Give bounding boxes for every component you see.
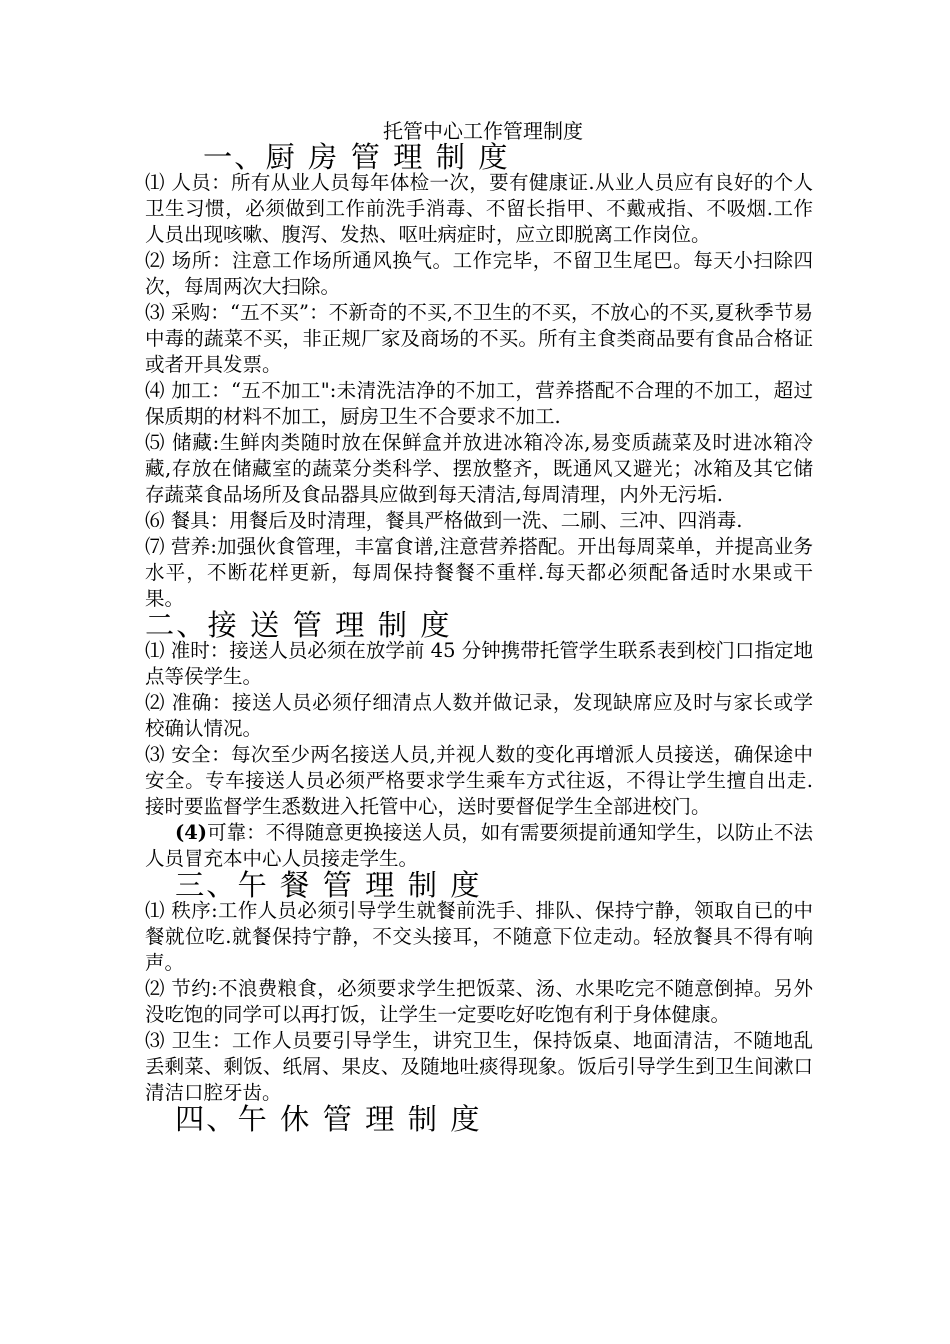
kitchen-item-3: ⑶ 采购：“五不买”：不新奇的不买,不卫生的不买，不放心的不买,夏秋季节易中毒的蔬菜不买，非正规厂家及商场的不买。所有主食类商品要有食品合格证或者开具发票。	[145, 301, 813, 376]
lunch-item-2: ⑵ 节约:不浪费粮食，必须要求学生把饭菜、汤、水果吃完不随意倒掉。另外没吃饱的同学可以再打饭，让学生一定要吃好吃饱有利于身体健康。	[145, 977, 813, 1026]
section-heading-nap: 四、午 休 管 理 制 度	[175, 1102, 482, 1136]
lunch-item-1: ⑴ 秩序:工作人员必须引导学生就餐前洗手、排队、保持宁静，领取自已的中餐就位吃.就餐保持宁静，不交头接耳，不随意下位走动。轻放餐具不得有响声。	[145, 899, 813, 974]
pickup-item-1: ⑴ 准时：接送人员必须在放学前 45 分钟携带托管学生联系表到校门口指定地点等侯学生。	[145, 639, 813, 688]
kitchen-item-2: ⑵ 场所：注意工作场所通风换气。工作完毕，不留卫生尾巴。每天小扫除四次，每周两次大扫除。	[145, 249, 813, 298]
kitchen-item-4: ⑷ 加工：“五不加工":未清洗洁净的不加工，营养搭配不合理的不加工，超过保质期的材料不加工，厨房卫生不合要求不加工.	[145, 379, 813, 428]
kitchen-item-6: ⑹ 餐具：用餐后及时清理，餐具严格做到一洗、二刷、三冲、四消毒.	[145, 509, 743, 532]
kitchen-item-5: ⑸ 储藏:生鲜肉类随时放在保鲜盒并放进冰箱冷冻,易变质蔬菜及时进冰箱冷藏,存放在储藏室的蔬菜分类科学、摆放整齐，既通风又避光；冰箱及其它储存蔬菜食品场所及食品器具应做到每天清洁,每周清理，内外无污垢.	[145, 431, 813, 506]
section-heading-lunch: 三、午 餐 管 理 制 度	[175, 868, 482, 902]
kitchen-item-1: ⑴ 人员：所有从业人员每年体检一次，要有健康证.从业人员应有良好的个人卫生习惯，必须做到工作前洗手消毒、不留长指甲、不戴戒指、不吸烟.工作人员出现咳嗽、腹泻、发热、呕吐病症时，应立即脱离工作岗位。	[145, 171, 813, 246]
pickup-item-2: ⑵ 准确：接送人员必须仔细清点人数并做记录，发现缺席应及时与家长或学校确认情况。	[145, 691, 813, 740]
document-page	[145, 118, 813, 1136]
pickup-item-4-text: 可靠：不得随意更换接送人员，如有需要须提前通知学生，以防止不法人员冒充本中心人员接走学生。	[145, 821, 813, 870]
lunch-item-3: ⑶ 卫生：工作人员要引导学生，讲究卫生，保持饭桌、地面清洁，不随地乱丢剩菜、剩饭、纸屑、果皮、及随地吐痰得现象。饭后引导学生到卫生间漱口清洁口腔牙齿。	[145, 1029, 813, 1104]
pickup-item-3: ⑶ 安全：每次至少两名接送人员,并视人数的变化再增派人员接送，确保途中安全。专车接送人员必须严格要求学生乘车方式往返，不得让学生擅自出走.接时要监督学生悉数进入托管中心，送时要督促学生全部进校门。	[145, 743, 813, 818]
kitchen-item-7: ⑺ 营养:加强伙食管理，丰富食谱,注意营养搭配。开出每周菜单，并提高业务水平，不断花样更新，每周保持餐餐不重样.每天都必须配备适时水果或干果。	[145, 535, 813, 610]
section-heading-kitchen: 一、厨 房 管 理 制 度	[203, 140, 510, 174]
pickup-item-4	[145, 820, 813, 872]
document-title: 托管中心工作管理制度	[383, 119, 583, 143]
section-heading-pickup: 二、接 送 管 理 制 度	[145, 608, 452, 642]
pickup-item-4-number: (4)	[175, 821, 208, 844]
